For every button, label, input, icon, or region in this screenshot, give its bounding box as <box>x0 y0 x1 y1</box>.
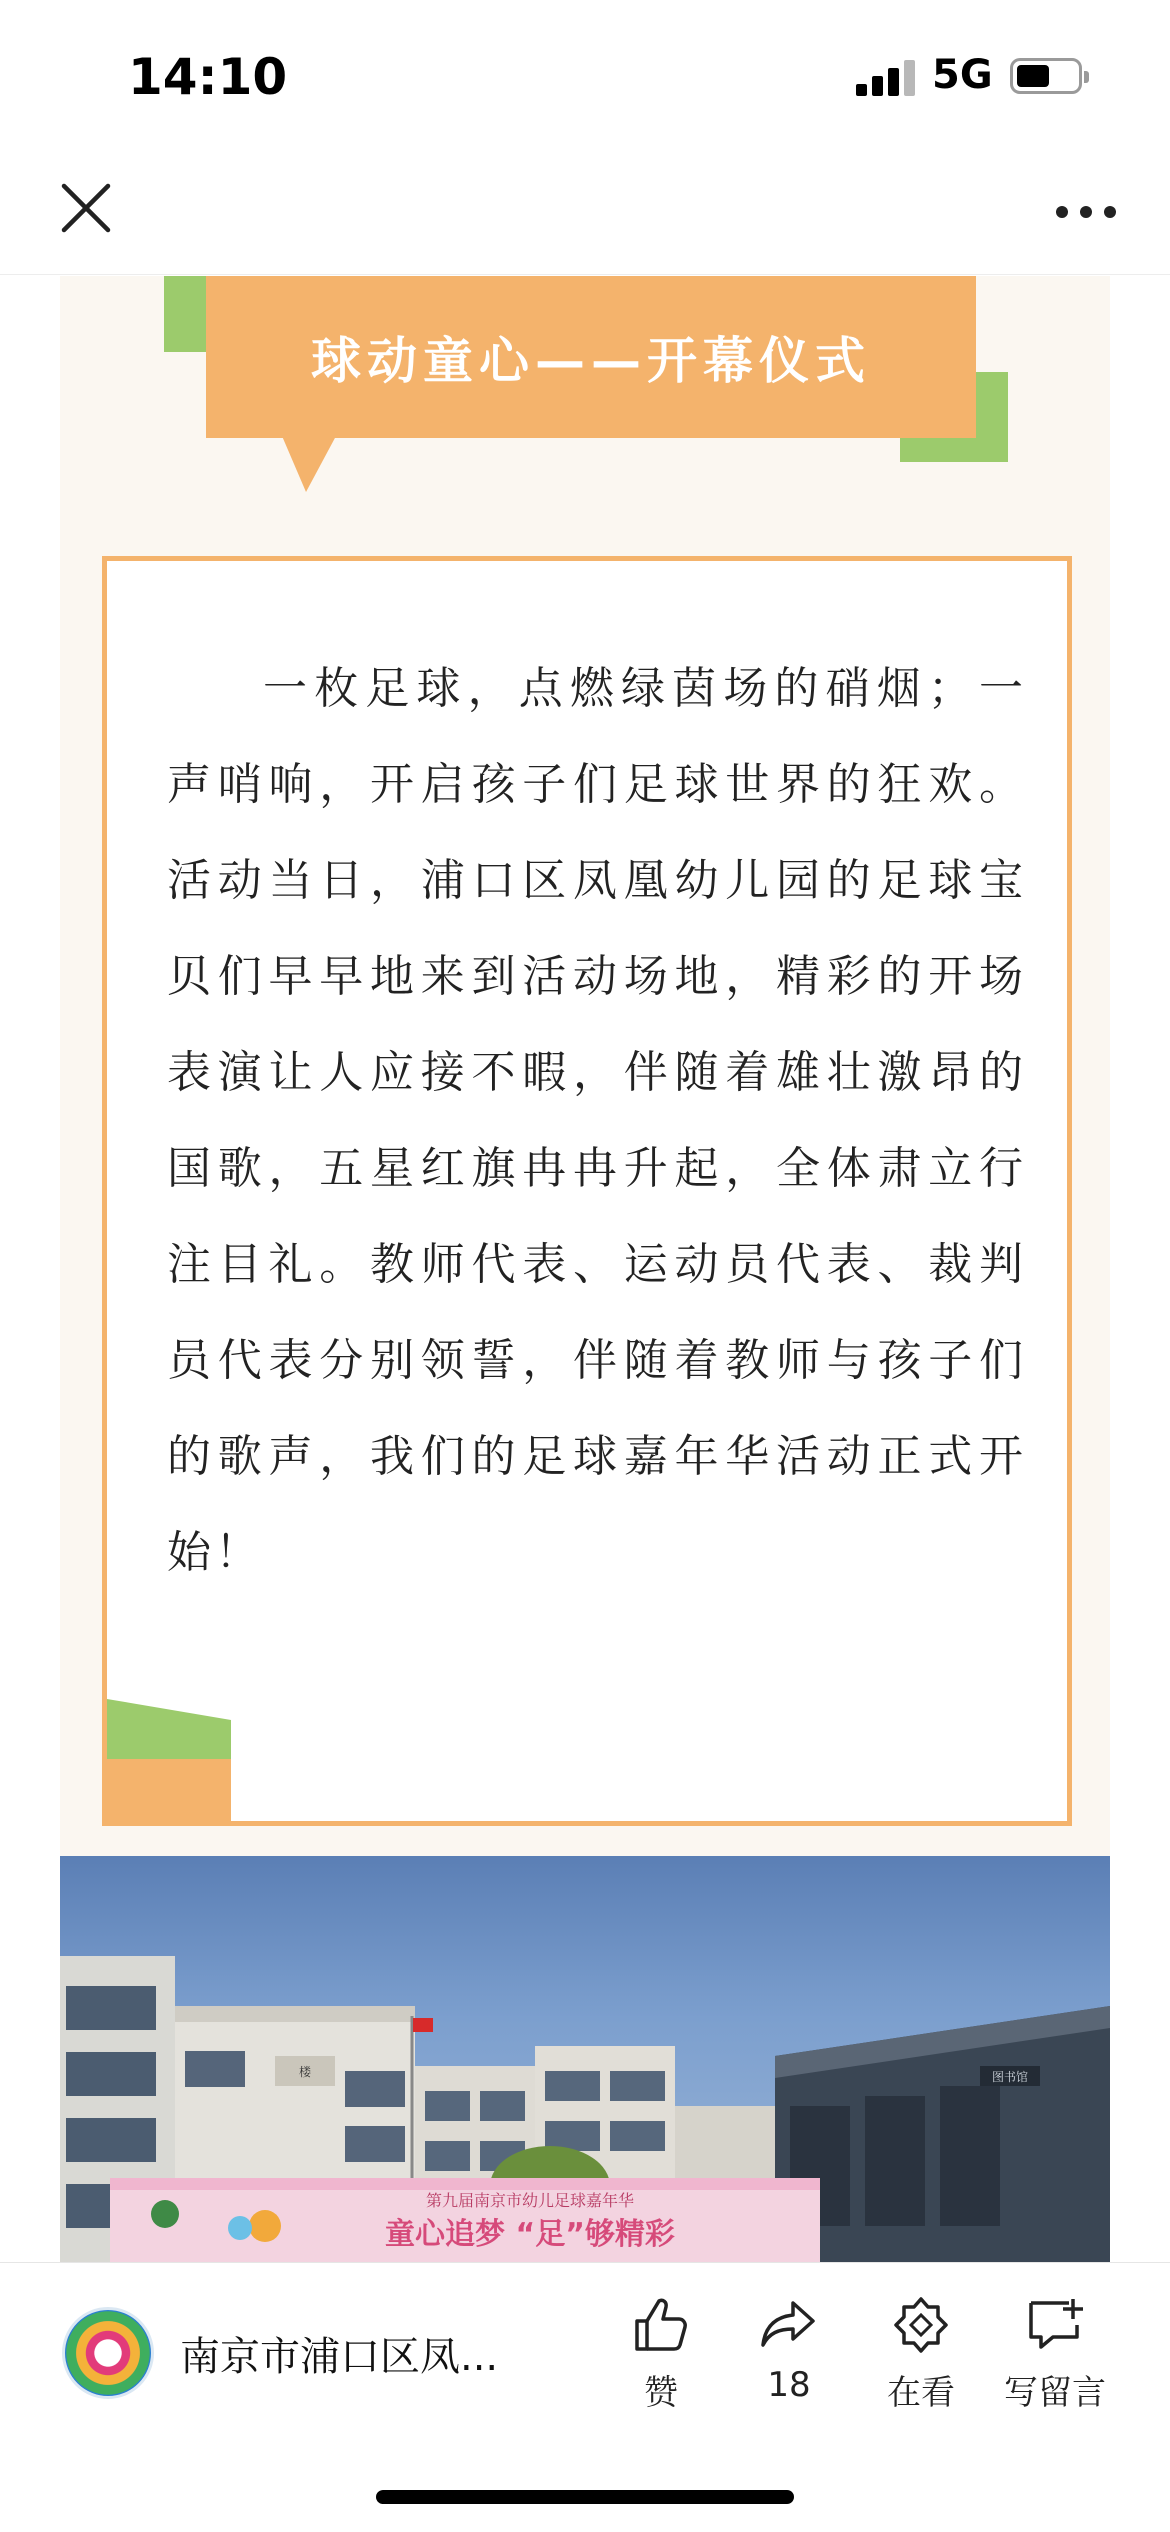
status-time: 14:10 <box>128 48 288 106</box>
section-title-banner <box>206 276 976 438</box>
article-body: 一枚足球，点燃绿茵场的硝烟；一声哨响，开启孩子们足球世界的狂欢。活动当日，浦口区凤凰幼儿园的足球宝贝们早早地来到活动场地，精彩的开场表演让人应接不暇，伴随着雄壮激昂的国歌，五星红旗冉冉升起，全体肃立行注目礼。教师代表、运动员代表、裁判员代表分别领誓，伴随着教师与孩子们的歌声，我们的足球嘉年华活动正式开始！ <box>167 663 1027 1578</box>
watching-button[interactable] <box>856 2293 986 2443</box>
network-type: 5G <box>932 52 993 98</box>
share-button[interactable] <box>724 2293 854 2443</box>
watching-label: 在看 <box>887 2373 955 2413</box>
building-sign-left: 楼 <box>298 2065 312 2079</box>
account-name[interactable]: 南京市浦口区凤... <box>180 2334 499 2380</box>
close-icon[interactable] <box>58 180 114 236</box>
share-count: 18 <box>767 2365 811 2405</box>
home-indicator[interactable] <box>376 2490 794 2504</box>
building-sign-right: 图书馆 <box>991 2070 1029 2084</box>
thumbs-up-icon <box>629 2293 693 2357</box>
like-button[interactable] <box>596 2293 726 2443</box>
write-comment-label: 写留言 <box>1004 2373 1106 2413</box>
banner-tail <box>282 436 336 492</box>
more-icon[interactable] <box>1056 206 1116 220</box>
comment-add-icon <box>1023 2293 1087 2357</box>
nav-bar <box>0 150 1170 275</box>
account-avatar[interactable] <box>62 2307 154 2399</box>
write-comment-button[interactable] <box>990 2293 1120 2443</box>
decor-corner-orange <box>107 1751 231 1821</box>
photo-banner-line1: 第九届南京市幼儿足球嘉年华 <box>425 2191 635 2210</box>
signal-icon <box>856 60 916 96</box>
photo-banner-line2: 童心追梦 “足”够精彩 <box>385 2217 675 2252</box>
article-content <box>60 276 1110 1856</box>
text-box <box>102 556 1072 1826</box>
decor-corner-green <box>107 1699 231 1759</box>
watching-star-icon <box>889 2293 953 2357</box>
battery-icon <box>1010 58 1082 94</box>
section-title: 球动童心——开幕仪式 <box>311 332 871 390</box>
status-bar <box>0 0 1170 150</box>
article-photo[interactable] <box>60 1856 1110 2262</box>
like-label: 赞 <box>644 2373 678 2413</box>
share-icon <box>757 2293 821 2357</box>
